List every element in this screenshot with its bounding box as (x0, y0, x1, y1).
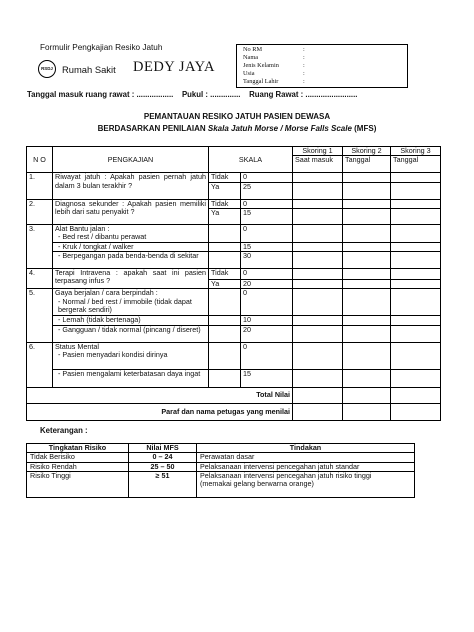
score-cell[interactable] (391, 369, 441, 387)
row-4-b-score: 20 (241, 280, 293, 289)
admission-line: Tanggal masuk ruang rawat : ................. Pukul : .............. Ruang Rawat : ........................ (27, 90, 358, 99)
row-3-a-score: 0 (241, 224, 293, 242)
patient-info-box (236, 44, 408, 88)
score-cell[interactable] (391, 325, 441, 342)
row-6-a-score: 0 (241, 342, 293, 369)
form-title: Formulir Pengkajian Resiko Jatuh (40, 43, 163, 52)
row-2-b-label: Ya (209, 208, 241, 224)
score-cell[interactable] (343, 173, 391, 182)
score-cell[interactable] (391, 289, 441, 316)
row-1-no: 1. (27, 173, 53, 199)
row-3-c-score: 30 (241, 252, 293, 269)
score-cell[interactable] (293, 342, 343, 369)
header-pengkajian: PENGKAJIAN (53, 147, 209, 173)
patient-label-nama: Nama (243, 54, 259, 61)
score-cell[interactable] (293, 325, 343, 342)
legend-header-mfs: Nilai MFS (129, 444, 197, 453)
score-cell[interactable] (391, 280, 441, 289)
row-6-a: - Pasien menyadari kondisi dirinya (58, 350, 168, 360)
legend-row-level: Tidak Berisiko (27, 453, 129, 462)
score-cell[interactable] (293, 224, 343, 242)
score-cell[interactable] (343, 208, 391, 224)
legend-row-action: Pelaksanaan intervensi pencegahan jatuh risiko tinggi (200, 471, 372, 480)
row-4-b-label: Ya (209, 280, 241, 289)
legend-row-action: Pelaksanaan intervensi pencegahan jatuh standar (197, 462, 415, 471)
row-4-no: 4. (27, 269, 53, 289)
legend-header-level: Tingkatan Risiko (27, 444, 129, 453)
row-1-a-score: 0 (241, 173, 293, 182)
patient-label-usia: Usia (243, 70, 255, 77)
skala-blank (209, 224, 241, 242)
score-cell[interactable] (343, 199, 391, 208)
hospital-logo-text: RSDJ (41, 65, 53, 71)
risk-legend-table (26, 443, 415, 498)
total-nilai-label: Total Nilai (27, 387, 293, 403)
hospital-logo (38, 60, 56, 78)
score-cell[interactable] (343, 269, 391, 280)
row-2-text: Diagnosa sekunder : Apakah pasien memiliki lebih dari satu penyakit ? (53, 199, 209, 224)
score-cell[interactable] (391, 224, 441, 242)
score-cell[interactable] (391, 182, 441, 199)
legend-row-action: Perawatan dasar (197, 453, 415, 462)
paraf-cell[interactable] (391, 403, 441, 420)
score-cell[interactable] (293, 289, 343, 316)
score-cell[interactable] (293, 269, 343, 280)
row-5-b: - Lemah (tidak bertenaga) (53, 316, 209, 325)
paraf-cell[interactable] (293, 403, 343, 420)
heading-2-prefix: BERDASARKAN PENILAIAN (97, 124, 208, 133)
row-3-no: 3. (27, 224, 53, 268)
patient-sep: : (303, 78, 305, 85)
skala-blank (209, 289, 241, 316)
header-tanggal-3: Tanggal (391, 156, 441, 173)
score-cell[interactable] (293, 316, 343, 325)
row-4-a-score: 0 (241, 269, 293, 280)
skala-blank (209, 242, 241, 251)
row-2-b-score: 15 (241, 208, 293, 224)
header-skala: SKALA (209, 147, 293, 173)
score-cell[interactable] (293, 199, 343, 208)
skala-blank (209, 369, 241, 387)
row-5-c: - Gangguan / tidak normal (pincang / diseret) (53, 325, 209, 342)
legend-row-mfs: 25 – 50 (129, 462, 197, 471)
total-cell[interactable] (293, 387, 343, 403)
morse-fall-scale-table (26, 146, 441, 421)
header-skoring-2: Skoring 2 (343, 147, 391, 156)
row-2-a-score: 0 (241, 199, 293, 208)
row-5-a: - Normal / bed rest / immobile (tidak dapat bergerak sendiri) (58, 296, 192, 315)
legend-row-level: Risiko Rendah (27, 462, 129, 471)
patient-label-no-rm: No RM (243, 46, 263, 53)
score-cell[interactable] (343, 325, 391, 342)
total-cell[interactable] (391, 387, 441, 403)
row-5-c-score: 20 (241, 325, 293, 342)
score-cell[interactable] (293, 369, 343, 387)
score-cell[interactable] (343, 342, 391, 369)
score-cell[interactable] (293, 280, 343, 289)
row-1-b-score: 25 (241, 182, 293, 199)
score-cell[interactable] (391, 199, 441, 208)
score-cell[interactable] (293, 252, 343, 269)
score-cell[interactable] (391, 252, 441, 269)
hospital-name: DEDY JAYA (133, 59, 215, 75)
score-cell[interactable] (343, 182, 391, 199)
skala-blank (209, 342, 241, 369)
row-3-text: Alat Bantu jalan : (55, 224, 110, 233)
skala-blank (209, 316, 241, 325)
score-cell[interactable] (391, 269, 441, 280)
patient-sep: : (303, 54, 305, 61)
score-cell[interactable] (391, 242, 441, 251)
score-cell[interactable] (343, 316, 391, 325)
row-3-a: - Bed rest / dibantu perawat (58, 232, 147, 242)
header-saat-masuk: Saat masuk (293, 156, 343, 173)
row-4-a-label: Tidak (209, 269, 241, 280)
legend-row-action-note: (memakai gelang berwarna orange) (200, 479, 314, 489)
legend-row-level: Risiko Tinggi (27, 471, 129, 497)
row-6-b: - Pasien mengalami keterbatasan daya ingat (53, 369, 209, 387)
patient-sep: : (303, 46, 305, 53)
legend-row-mfs: 0 – 24 (129, 453, 197, 462)
paraf-cell[interactable] (343, 403, 391, 420)
score-cell[interactable] (343, 242, 391, 251)
row-5-b-score: 10 (241, 316, 293, 325)
hospital-prefix: Rumah Sakit (62, 64, 116, 75)
legend-row-mfs: ≥ 51 (129, 471, 197, 497)
row-1-a-label: Tidak (209, 173, 241, 182)
row-5-no: 5. (27, 289, 53, 342)
score-cell[interactable] (391, 316, 441, 325)
skala-blank (209, 252, 241, 269)
row-5-text: Gaya berjalan / cara berpindah : (55, 288, 158, 298)
row-3-b: - Kruk / tongkat / walker (53, 242, 209, 251)
skala-blank (209, 325, 241, 342)
row-1-b-label: Ya (209, 182, 241, 199)
heading-2-suffix: (MFS) (351, 124, 377, 133)
heading-2 (0, 124, 474, 133)
row-2-no: 2. (27, 199, 53, 224)
row-2-a-label: Tidak (209, 199, 241, 208)
score-cell[interactable] (343, 224, 391, 242)
score-cell[interactable] (391, 342, 441, 369)
row-4-text: Terapi Intravena : apakah saat ini pasien terpasang infus ? (53, 269, 209, 289)
header-skoring-3: Skoring 3 (391, 147, 441, 156)
heading-2-italic: Skala Jatuh Morse / Morse Falls Scale (207, 124, 352, 133)
score-cell[interactable] (293, 173, 343, 182)
score-cell[interactable] (343, 280, 391, 289)
header-skoring-1: Skoring 1 (293, 147, 343, 156)
score-cell[interactable] (293, 242, 343, 251)
total-cell[interactable] (343, 387, 391, 403)
score-cell[interactable] (391, 173, 441, 182)
row-5-a-score: 0 (241, 289, 293, 316)
score-cell[interactable] (293, 182, 343, 199)
header-no: N O (27, 147, 53, 173)
score-cell[interactable] (391, 208, 441, 224)
score-cell[interactable] (343, 369, 391, 387)
keterangan-label: Keterangan : (40, 426, 88, 435)
paraf-label: Paraf dan nama petugas yang menilai (27, 403, 293, 420)
patient-label-jenis-kelamin: Jenis Kelamin (243, 62, 279, 69)
patient-sep: : (303, 62, 305, 69)
header-tanggal-2: Tanggal (343, 156, 391, 173)
patient-sep: : (303, 70, 305, 77)
row-1-text: Riwayat jatuh : Apakah pasien pernah jatuh dalam 3 bulan terakhir ? (53, 173, 209, 199)
row-6-no: 6. (27, 342, 53, 387)
score-cell[interactable] (343, 252, 391, 269)
row-6-text: Status Mental (55, 342, 99, 351)
row-6-b-score: 15 (241, 369, 293, 387)
row-3-b-score: 15 (241, 242, 293, 251)
legend-header-action: Tindakan (197, 444, 415, 453)
patient-label-tanggal-lahir: Tanggal Lahir (243, 78, 279, 85)
heading-1: PEMANTAUAN RESIKO JATUH PASIEN DEWASA (143, 112, 331, 121)
score-cell[interactable] (293, 208, 343, 224)
row-3-c: - Berpegangan pada benda-benda di sekitar (53, 252, 209, 269)
score-cell[interactable] (343, 289, 391, 316)
